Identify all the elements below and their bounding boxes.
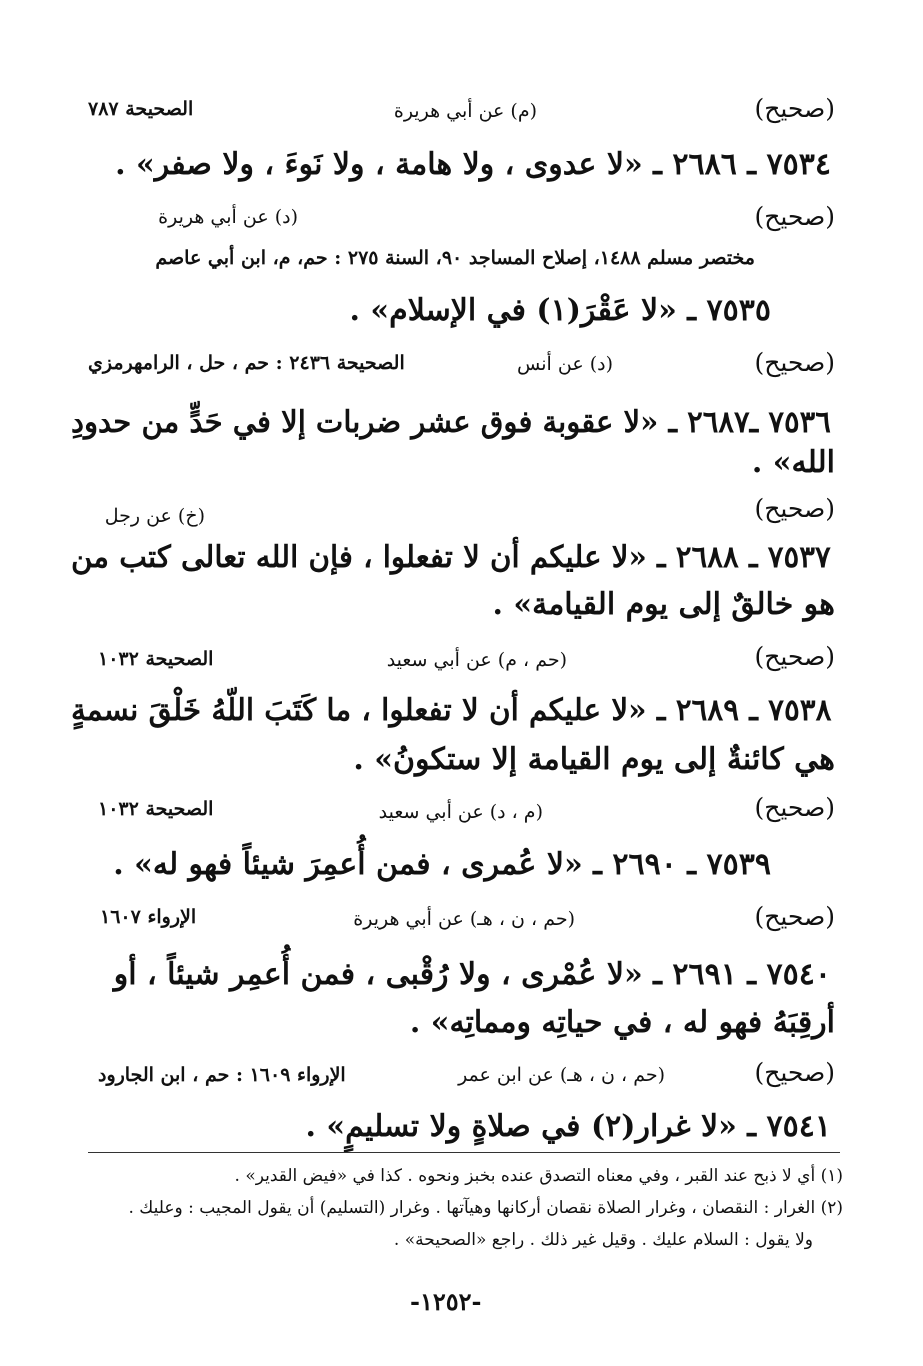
hadith-7536-line-2: الله» .: [751, 445, 835, 480]
header-reference: الصحيحة ٧٨٧: [88, 98, 194, 120]
hadith-7535-line-1: ٧٥٣٥ ـ «لا عَقْرَ(١) في الإسلام» .: [349, 293, 771, 328]
hadith-7539-reference: الإرواء ١٦٠٧: [100, 906, 197, 928]
hadith-7540-line-1: ٧٥٤٠ ـ ٢٦٩١ ـ «لا عُمْرى ، ولا رُقْبى ، فمن أُعمِر شيئاً ، أو: [113, 957, 831, 992]
footnote-1: (١) أي لا ذبح عند القبر ، وفي معناه التصدق عنده بخبز ونحوه . كذا في «فيض القدير» .: [234, 1166, 843, 1186]
hadith-7534-grade: (صحيح): [754, 202, 835, 231]
hadith-7540-line-2: أرقِبَهُ فهو له ، في حياتِه ومماتِه» .: [409, 1005, 835, 1040]
hadith-7538-source: (م ، د) عن أبي سعيد: [378, 801, 543, 823]
hadith-7539-source: (حم ، ن ، هـ) عن أبي هريرة: [353, 908, 575, 930]
hadith-7540-source: (حم ، ن ، هـ) عن ابن عمر: [458, 1064, 665, 1086]
hadith-7539-grade: (صحيح): [754, 902, 835, 931]
hadith-7538-grade: (صحيح): [754, 793, 835, 822]
hadith-7535-source: (د) عن أنس: [517, 353, 613, 375]
hadith-7538-line-1: ٧٥٣٨ ـ ٢٦٨٩ ـ «لا عليكم أن لا تفعلوا ، ما كَتَبَ اللّهُ خَلْقَ نسمةٍ: [70, 693, 831, 728]
header-grade: (صحيح): [754, 94, 835, 123]
hadith-7541-line-1: ٧٥٤١ ـ «لا غرار(٢) في صلاةٍ ولا تسليمٍ» .: [305, 1109, 831, 1144]
footnote-2-continued: ولا يقول : السلام عليك . وقيل غير ذلك . راجع «الصحيحة» .: [393, 1230, 813, 1250]
header-source: (م) عن أبي هريرة: [393, 100, 537, 122]
hadith-7537-line-1: ٧٥٣٧ ـ ٢٦٨٨ ـ «لا عليكم أن لا تفعلوا ، فإن الله تعالى كتب من: [71, 540, 831, 575]
hadith-7537-line-2: هو خالقٌ إلى يوم القيامة» .: [492, 587, 835, 622]
footnote-divider: [88, 1152, 840, 1153]
hadith-7538-line-2: هي كائنةٌ إلى يوم القيامة إلا ستكونُ» .: [353, 742, 835, 777]
hadith-7534-line-1: ٧٥٣٤ ـ ٢٦٨٦ ـ «لا عدوى ، ولا هامة ، ولا نَوءَ ، ولا صفر» .: [115, 147, 831, 182]
hadith-7537-reference: الصحيحة ١٠٣٢: [98, 648, 214, 670]
hadith-7535-grade: (صحيح): [754, 348, 835, 377]
hadith-7534-references: مختصر مسلم ١٤٨٨، إصلاح المساجد ٩٠، السنة ٢٧٥ : حم، م، ابن أبي عاصم: [155, 247, 755, 269]
page-number: -١٢٥٢-: [410, 1287, 482, 1316]
hadith-7536-source: (خ) عن رجل: [104, 505, 205, 527]
hadith-7540-grade: (صحيح): [754, 1058, 835, 1087]
hadith-7537-source: (حم ، م) عن أبي سعيد: [386, 649, 567, 671]
hadith-7539-line-1: ٧٥٣٩ ـ ٢٦٩٠ ـ «لا عُمرى ، فمن أُعمِرَ شيئاً فهو له» .: [113, 847, 771, 882]
hadith-7540-reference: الإرواء ١٦٠٩ : حم ، ابن الجارود: [98, 1064, 346, 1086]
hadith-7535-reference: الصحيحة ٢٤٣٦ : حم ، حل ، الرامهرمزي: [88, 352, 405, 374]
hadith-7537-grade: (صحيح): [754, 642, 835, 671]
footnote-2: (٢) الغرار : النقصان ، وغرار الصلاة نقصان أركانها وهيآتها . وغرار (التسليم) أن يقول المجيب : وعليك .: [128, 1198, 843, 1218]
hadith-7534-source: (د) عن أبي هريرة: [158, 206, 298, 228]
hadith-7536-grade: (صحيح): [754, 494, 835, 523]
hadith-7538-reference: الصحيحة ١٠٣٢: [98, 798, 214, 820]
hadith-7536-line-1: ٧٥٣٦ ـ٢٦٨٧ ـ «لا عقوبة فوق عشر ضربات إلا في حَدٍّ من حدودِ: [71, 405, 831, 440]
